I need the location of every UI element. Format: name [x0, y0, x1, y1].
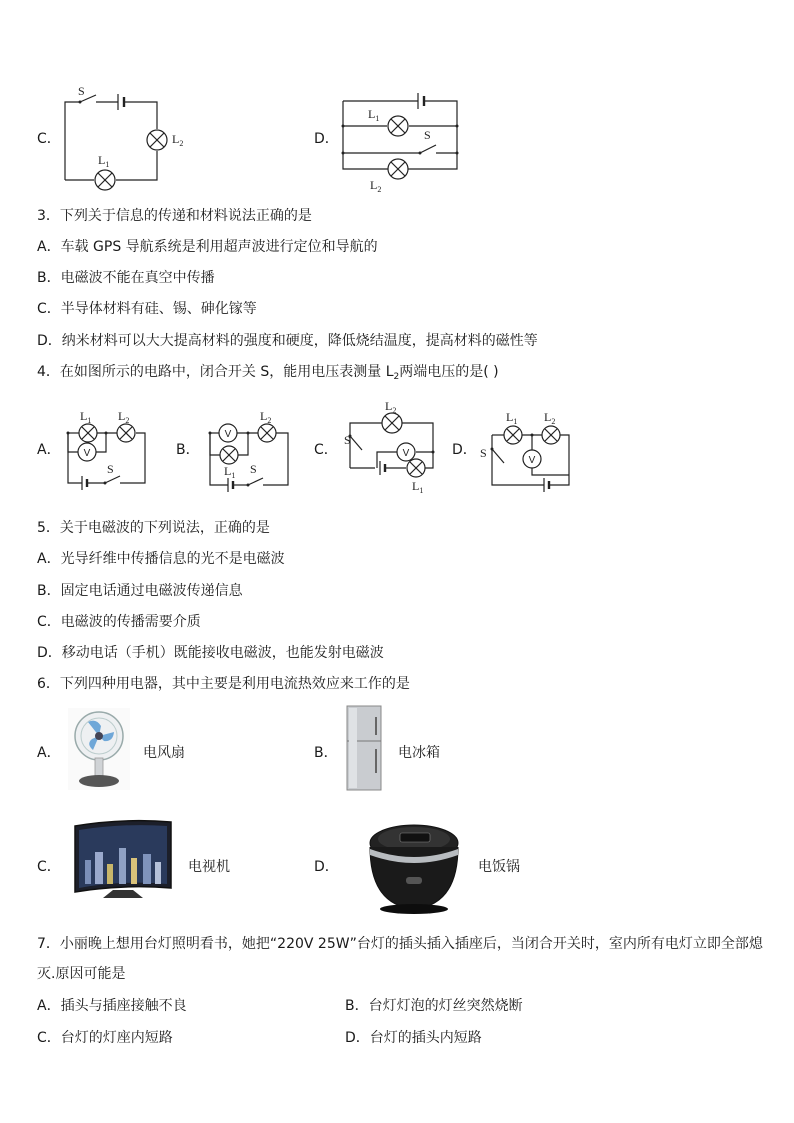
q2c-l1-label: $L_1$: [98, 153, 110, 169]
q5-option-c[interactable]: C．电磁波的传播需要介质: [37, 614, 201, 630]
q4a-s-label: S: [107, 462, 114, 476]
q4c-s-label: S: [344, 433, 351, 447]
q4-circuit-a: [60, 405, 160, 490]
q6-option-a-label[interactable]: A．: [37, 745, 61, 761]
q6-option-c-name: 电视机: [188, 859, 230, 875]
q4a-l2-label: $L_2$: [118, 409, 130, 425]
q7-option-b[interactable]: B．台灯灯泡的灯丝突然烧断: [345, 998, 523, 1014]
q4d-l1-label: $L_1$: [506, 410, 518, 426]
q4d-l2-label: $L_2$: [544, 410, 556, 426]
q4-option-c-label[interactable]: C．: [314, 442, 338, 458]
q4a-voltmeter-v: V: [83, 448, 91, 459]
q4c-voltmeter-v: V: [402, 448, 410, 459]
q7-stem-line1: 7．小丽晚上想用台灯照明看书，她把“220V 25W”台灯的插头插入插座后，当闭合开关时，室内所有电灯立即全部熄: [37, 936, 763, 952]
television-image: [73, 818, 173, 900]
q5-option-a[interactable]: A．光导纤维中传播信息的光不是电磁波: [37, 551, 285, 567]
q3-option-b[interactable]: B．电磁波不能在真空中传播: [37, 270, 215, 286]
q4b-s-label: S: [250, 462, 257, 476]
q7-stem-line2: 灭.原因可能是: [37, 966, 126, 982]
q2-circuit-d: [340, 85, 470, 195]
q4a-l1-label: $L_1$: [80, 409, 92, 425]
q3-option-d[interactable]: D．纳米材料可以大大提高材料的强度和硬度，降低烧结温度，提高材料的磁性等: [37, 333, 538, 349]
q2d-s-label: S: [424, 128, 431, 142]
q3-option-c[interactable]: C．半导体材料有硅、锡、砷化镓等: [37, 301, 257, 317]
q3-stem: 3．下列关于信息的传递和材料说法正确的是: [37, 208, 312, 224]
q4b-l2-label: $L_2$: [260, 409, 272, 425]
q2-option-c-label[interactable]: C．: [37, 131, 61, 147]
refrigerator-image: [345, 705, 383, 791]
q4-option-d-label[interactable]: D．: [452, 442, 477, 458]
electric-fan-image: [68, 708, 130, 790]
rice-cooker-image: [362, 813, 466, 917]
q7-option-c[interactable]: C．台灯的灯座内短路: [37, 1030, 173, 1046]
q6-option-a-name: 电风扇: [143, 745, 185, 761]
q3-option-a[interactable]: A．车载 GPS 导航系统是利用超声波进行定位和导航的: [37, 239, 378, 255]
q4-circuit-c: [340, 398, 440, 493]
q2-circuit-c: [60, 85, 200, 190]
q4-circuit-d: [480, 405, 584, 490]
q2d-l1-label: $L_1$: [368, 107, 380, 123]
q2d-l2-label: $L_2$: [370, 178, 382, 194]
q5-option-d[interactable]: D．移动电话（手机）既能接收电磁波，也能发射电磁波: [37, 645, 384, 661]
q4-option-b-label[interactable]: B．: [176, 442, 200, 458]
q4d-voltmeter-v: V: [528, 455, 536, 466]
q6-option-d-label[interactable]: D．: [314, 859, 339, 875]
q5-option-b[interactable]: B．固定电话通过电磁波传递信息: [37, 583, 243, 599]
q6-option-d-name: 电饭锅: [478, 859, 520, 875]
q6-stem: 6．下列四种用电器，其中主要是利用电流热效应来工作的是: [37, 676, 410, 692]
q2-option-d-label[interactable]: D．: [314, 131, 339, 147]
q5-stem: 5．关于电磁波的下列说法，正确的是: [37, 520, 270, 536]
q4-stem: 4．在如图所示的电路中，闭合开关 S，能用电压表测量 $L_2$两端电压的是( ): [37, 364, 499, 382]
q6-option-b-name: 电冰箱: [398, 745, 440, 761]
q4c-l1-label: $L_1$: [412, 479, 424, 495]
q7-option-d[interactable]: D．台灯的插头内短路: [345, 1030, 482, 1046]
q4-option-a-label[interactable]: A．: [37, 442, 61, 458]
q6-option-c-label[interactable]: C．: [37, 859, 61, 875]
q6-option-b-label[interactable]: B．: [314, 745, 338, 761]
q4b-voltmeter-v: V: [224, 429, 232, 440]
q4b-l1-label: $L_1$: [224, 464, 236, 480]
q4c-l2-label: $L_2$: [385, 399, 397, 415]
q2c-s-label: S: [78, 84, 85, 98]
q2c-l2-label: $L_2$: [172, 132, 184, 148]
q7-option-a[interactable]: A．插头与插座接触不良: [37, 998, 187, 1014]
q4d-s-label: S: [480, 446, 487, 460]
q4-circuit-b: [200, 405, 300, 490]
